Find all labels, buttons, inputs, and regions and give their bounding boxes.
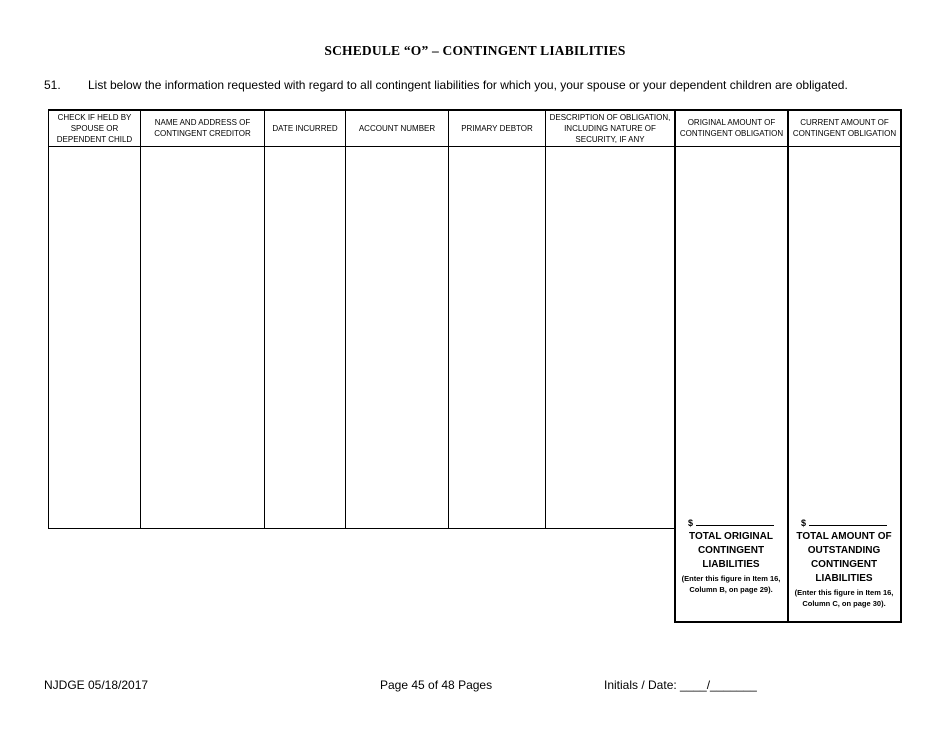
form-id: NJDGE 05/18/2017 xyxy=(44,678,149,692)
schedule-title: SCHEDULE “O” – CONTINGENT LIABILITIES xyxy=(324,43,626,58)
total-original-label: TOTAL ORIGINAL CONTINGENT LIABILITIES xyxy=(689,531,773,570)
column-divider xyxy=(545,109,546,529)
table-border-right xyxy=(900,109,902,623)
column-header: CURRENT AMOUNT OF CONTINGENT OBLIGATION xyxy=(792,118,897,138)
column-header: ORIGINAL AMOUNT OF CONTINGENT OBLIGATION xyxy=(679,118,784,138)
column-header: PRIMARY DEBTOR xyxy=(461,123,533,133)
total-current-label: TOTAL AMOUNT OF OUTSTANDING CONTINGENT LIABILITIES xyxy=(796,531,892,584)
column-header: ACCOUNT NUMBER xyxy=(358,123,436,133)
column-divider xyxy=(140,109,141,529)
column-divider xyxy=(345,109,346,529)
total-original-amount-field[interactable] xyxy=(676,516,786,530)
table-border-left xyxy=(48,109,49,529)
table-border-bottom xyxy=(48,528,675,529)
total-current-note: (Enter this figure in Item 16, Column C, on page 30). xyxy=(794,588,894,608)
column-header: DATE INCURRED xyxy=(272,123,338,133)
total-current-box xyxy=(789,516,899,609)
total-original-box xyxy=(676,516,786,595)
header-divider xyxy=(48,146,902,147)
page-number: Page 45 of 48 Pages xyxy=(380,678,493,692)
column-header: DESCRIPTION OF OBLIGATION, INCLUDING NATURE OF SECURITY, IF ANY xyxy=(549,112,671,144)
initials-date[interactable]: Initials / Date: ____/_______ xyxy=(604,678,757,692)
dollar-sign: $ xyxy=(801,518,807,528)
total-original-note: (Enter this figure in Item 16, Column B, on page 29). xyxy=(681,574,781,594)
totals-border-bottom xyxy=(674,621,902,623)
item-instruction: List below the information requested with regard to all contingent liabilities for which you, your spouse or your dependent children are obligated. xyxy=(88,78,848,92)
total-current-amount-field[interactable] xyxy=(789,516,899,530)
column-divider xyxy=(264,109,265,529)
item-number: 51. xyxy=(44,78,61,92)
column-divider xyxy=(448,109,449,529)
column-header: CHECK IF HELD BY SPOUSE OR DEPENDENT CHILD xyxy=(56,112,133,144)
column-header: NAME AND ADDRESS OF CONTINGENT CREDITOR xyxy=(154,118,251,138)
dollar-sign: $ xyxy=(688,518,694,528)
